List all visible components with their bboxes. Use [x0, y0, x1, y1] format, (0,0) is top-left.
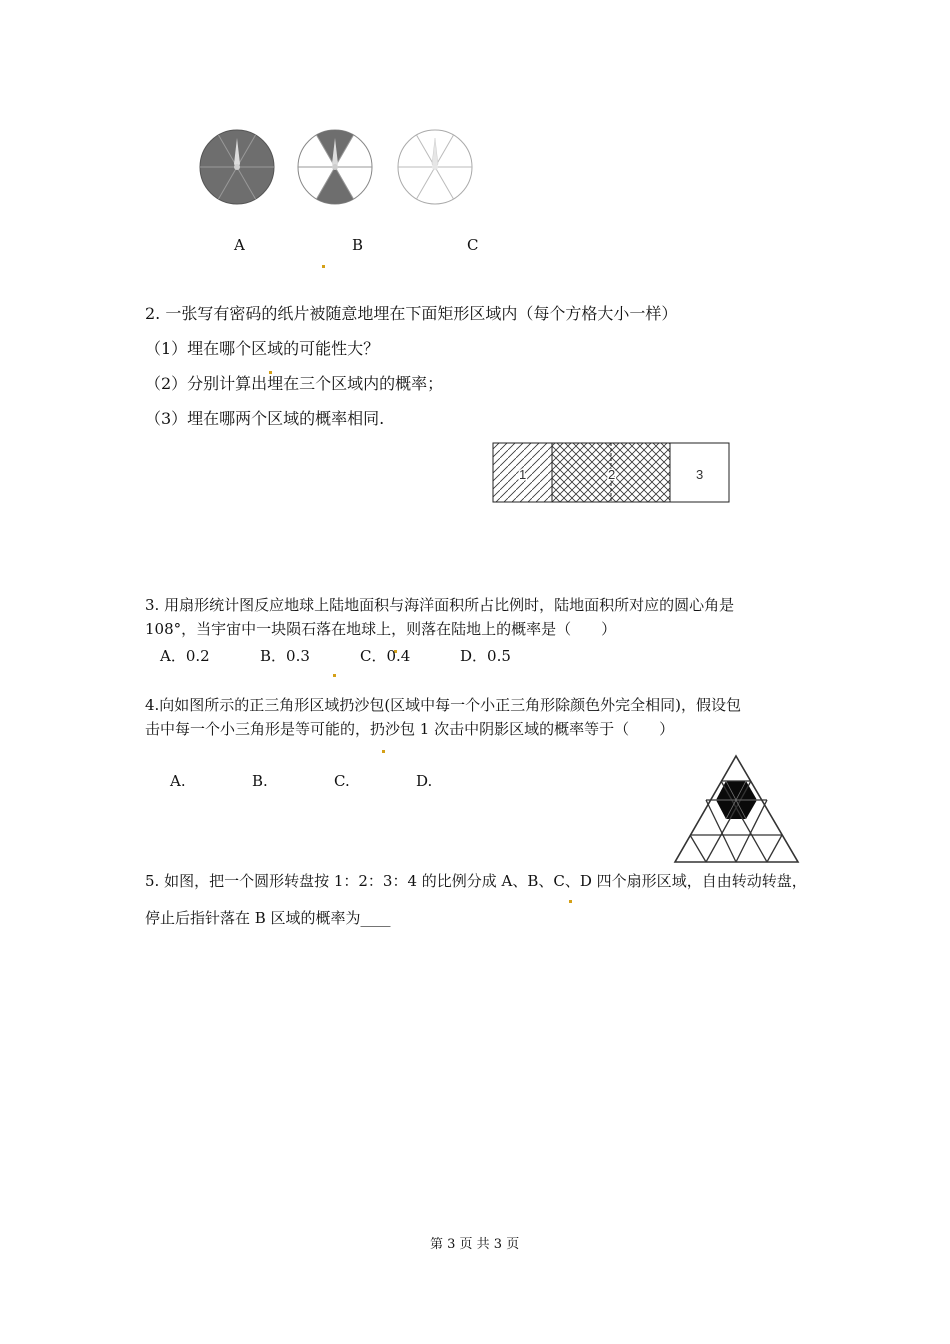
marker-dot	[321, 249, 326, 268]
spinner-a	[198, 128, 278, 208]
q2-sub2: （2）分别计算出埋在三个区域内的概率；	[145, 374, 444, 393]
region-label-2: 2	[608, 467, 616, 482]
marker-dot	[332, 658, 337, 677]
q3-line2: 108°，当宇宙中一块陨石落在地球上，则落在陆地上的概率是（ ）	[145, 620, 617, 638]
q3-option-c: C．0.4	[360, 647, 411, 665]
triangle-figure	[674, 754, 804, 866]
spinner-b	[296, 128, 376, 208]
q4-option-c: C.	[334, 772, 350, 790]
q5-line2: 停止后指针落在 B 区域的概率为____	[145, 909, 391, 927]
q3-option-a: A．0.2	[160, 647, 210, 665]
q2-sub3: （3）埋在哪两个区域的概率相同.	[145, 409, 385, 428]
q4-option-b: B.	[252, 772, 268, 790]
region-rectangle	[492, 442, 732, 504]
q3-option-b: B．0.3	[260, 647, 310, 665]
q3-option-d: D．0.5	[460, 647, 511, 665]
spinner-label-c: C	[467, 236, 479, 254]
spinner-label-b: B	[352, 236, 364, 254]
marker-dot	[381, 734, 386, 753]
q2-sub1: （1）埋在哪个区域的可能性大？	[145, 339, 380, 358]
marker-dot	[568, 884, 573, 903]
region-label-1: 1	[519, 467, 527, 482]
region-label-3: 3	[696, 467, 704, 482]
q2-stem: 2. 一张写有密码的纸片被随意地埋在下面矩形区域内（每个方格大小一样）	[145, 304, 678, 323]
marker-dot	[268, 355, 273, 374]
q4-line2: 击中每一个小三角形是等可能的，扔沙包 1 次击中阴影区域的概率等于（ ）	[145, 720, 675, 738]
spinner-label-a: A	[234, 236, 245, 254]
q5-line1: 5. 如图，把一个圆形转盘按 1：2：3：4 的比例分成 A、B、C、D 四个扇形区域，自由转动转盘，	[145, 872, 807, 890]
q3-line1: 3. 用扇形统计图反应地球上陆地面积与海洋面积所占比例时，陆地面积所对应的圆心角是	[145, 596, 735, 614]
q4-option-a: A.	[170, 772, 186, 790]
q4-line1: 4.向如图所示的正三角形区域扔沙包(区域中每一个小正三角形除颜色外完全相同)，假设包	[145, 696, 742, 714]
spinner-c	[396, 128, 476, 208]
q4-option-d: D.	[416, 772, 433, 790]
page-footer: 第 3 页 共 3 页	[430, 1237, 520, 1252]
